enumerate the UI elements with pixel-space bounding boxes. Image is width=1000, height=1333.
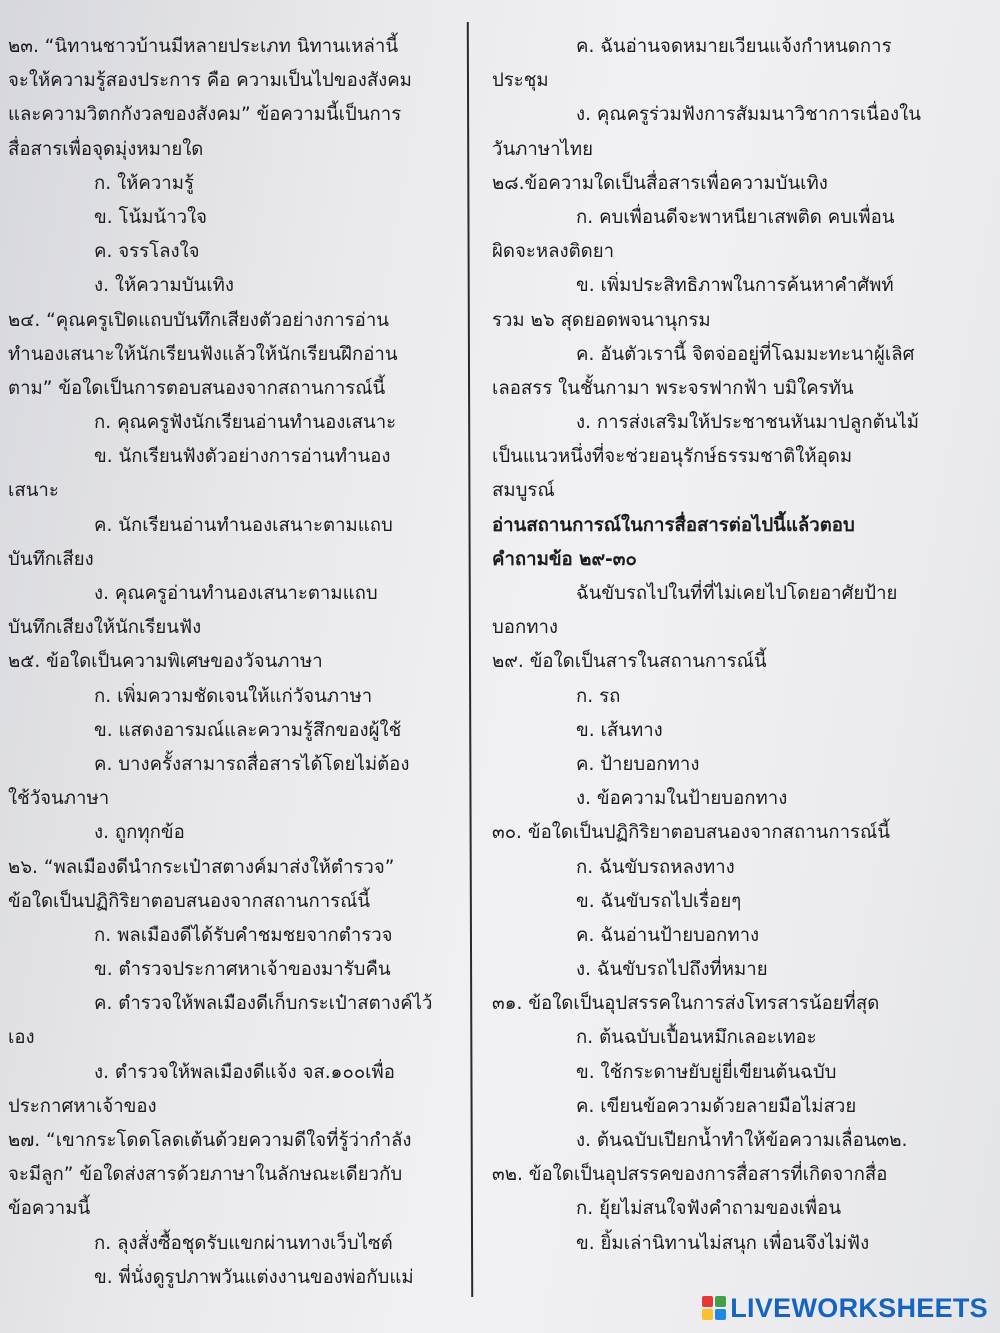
answer-choice-line: ง. ตำรวจให้พลเมืองดีแจ้ง จส.๑๐๐เพื่อ [94, 1061, 395, 1083]
answer-choice-line: ค. ฉันอ่านจดหมายเวียนแจ้งกำหนดการ [576, 36, 892, 57]
answer-choice-line: ข. เพิ่มประสิทธิภาพในการค้นหาคำศัพท์ [576, 275, 894, 297]
left-column [8, 30, 463, 1295]
logo-square-yellow [702, 1309, 713, 1320]
answer-choice-line: ก. ยุ้ยไม่สนใจฟังคำถามของเพื่อน [576, 1198, 842, 1220]
question-text-line: เอง [8, 1027, 35, 1049]
answer-choice-line: ค. บางครั้งสามารถสื่อสารได้โดยไม่ต้อง [94, 753, 410, 775]
answer-choice-line: ง. คุณครูร่วมฟังการสัมมนาวิชาการเนื่องใน [576, 104, 921, 126]
question-text-line: บันทึกเสียง [8, 548, 94, 570]
question-text-line: ใช้วัจนภาษา [8, 788, 110, 810]
question-text-line: ทำนองเสนาะให้นักเรียนฟังแล้วให้นักเรียนฝึกอ่าน [8, 343, 398, 365]
answer-choice-line: ค. ฉันอ่านป้ายบอกทาง [576, 924, 760, 946]
question-text-line: ๒๘.ข้อความใดเป็นสื่อสารเพื่อความบันเทิง [492, 172, 828, 194]
question-text-line: อ่านสถานการณ์ในการสื่อสารต่อไปนี้แล้วตอบ [492, 514, 855, 536]
question-text-line: ๒๓. “นิทานชาวบ้านมีหลายประเภท นิทานเหล่านี้ [8, 36, 399, 57]
question-text-line: จะมีลูก” ข้อใดส่งสารด้วยภาษาในลักษณะเดียวกับ [8, 1164, 403, 1186]
logo-square-blue [715, 1309, 726, 1320]
answer-choice-line: ก. คบเพื่อนดีจะพาหนียาเสพติด คบเพื่อน [576, 206, 895, 228]
answer-choice-line: ข. ตำรวจประกาศหาเจ้าของมารับคืน [94, 959, 391, 981]
answer-choice-line: ง. ข้อความในป้ายบอกทาง [576, 788, 788, 810]
logo-square-red [702, 1296, 713, 1307]
question-text-line: เสนาะ [8, 480, 59, 502]
question-text-line: ข้อความนี้ [8, 1198, 91, 1220]
answer-choice-line: ง. ฉันขับรถไปถึงที่หมาย [576, 959, 768, 981]
answer-choice-line: ข. ฉันขับรถไปเรื่อยๆ [576, 890, 742, 912]
answer-choice-line: ข. โน้มน้าวใจ [94, 206, 208, 228]
answer-choice-line: ก. ต้นฉบับเปื้อนหมึกเลอะเทอะ [576, 1027, 817, 1049]
question-text-line: ๒๔. “คุณครูเปิดแถบบันทึกเสียงตัวอย่างการอ่าน [8, 309, 389, 331]
answer-choice-line: ก. รถ [576, 685, 621, 707]
question-text-line: ข้อใดเป็นปฏิกิริยาตอบสนองจากสถานการณ์นี้ [8, 890, 371, 912]
answer-choice-line: ก. เพิ่มความชัดเจนให้แก่วัจนภาษา [94, 685, 373, 707]
question-text-line: ตาม” ข้อใดเป็นการตอบสนองจากสถานการณ์นี้ [8, 377, 386, 399]
question-text-line: ๓๒. ข้อใดเป็นอุปสรรคของการสื่อสารที่เกิดจากสื่อ [492, 1164, 888, 1186]
answer-choice-line: ค. ป้ายบอกทาง [576, 753, 700, 775]
question-text-line: สมบูรณ์ [492, 480, 555, 502]
question-text-line: และความวิตกกังวลของสังคม” ข้อความนี้เป็นการ [8, 104, 402, 126]
question-text-line: บันทึกเสียงให้นักเรียนฟัง [8, 617, 202, 639]
answer-choice-line: ง. คุณครูอ่านทำนองเสนาะตามแถบ [94, 583, 378, 604]
answer-choice-line: ค. เขียนข้อความด้วยลายมือไม่สวย [576, 1095, 857, 1117]
answer-choice-line: ก. ให้ความรู้ [94, 172, 194, 194]
answer-choice-line: ง. ให้ความบันเทิง [94, 275, 235, 297]
answer-choice-line: ข. เส้นทาง [576, 719, 663, 741]
watermark-text: LIVEWORKSHEETS [730, 1292, 988, 1323]
answer-choice-line: ค. ตำรวจให้พลเมืองดีเก็บกระเป๋าสตางค์ไว้ [94, 993, 433, 1015]
question-text-line: เป็นแนวหนึ่งที่จะช่วยอนุรักษ์ธรรมชาติให้อุดม [492, 446, 853, 468]
answer-choice-line: ค. จรรโลงใจ [94, 241, 200, 263]
answer-choice-line: ก. ฉันขับรถหลงทาง [576, 856, 735, 878]
question-text-line: รวม ๒๖ สุดยอดพจนานุกรม [492, 309, 711, 331]
answer-choice-line: ข. ใช้กระดาษยับยู่ยี่เขียนต้นฉบับ [576, 1061, 837, 1083]
answer-choice-line: ข. นักเรียนฟังตัวอย่างการอ่านทำนอง [94, 446, 391, 468]
logo-square-green [715, 1296, 726, 1307]
answer-choice-line: ก. พลเมืองดีได้รับคำชมชยจากตำรวจ [94, 924, 393, 946]
question-text-line: ประกาศหาเจ้าของ [8, 1095, 157, 1117]
answer-choice-line: ง. ต้นฉบับเปียกน้ำทำให้ข้อความเลื่อน๓๒. [576, 1130, 908, 1151]
answer-choice-line: ก. คุณครูฟังนักเรียนอ่านทำนองเสนาะ [94, 412, 397, 434]
answer-choice-line: ค. นักเรียนอ่านทำนองเสนาะตามแถบ [94, 514, 393, 536]
answer-choice-line: ค. อันตัวเรานี้ จิตจ่ออยู่ที่โฉมมะทะนาผู้เลิศ [576, 343, 915, 365]
question-text-line: ๒๙. ข้อใดเป็นสารในสถานการณ์นี้ [492, 651, 767, 673]
question-text-line: เลอสรร ในชั้นกามา พระจรฟากฟ้า บมิใครทัน [492, 377, 854, 399]
question-text-line: ประชุม [492, 70, 549, 92]
question-text-line: ๓๐. ข้อใดเป็นปฏิกิริยาตอบสนองจากสถานการณ์นี้ [492, 822, 890, 844]
question-text-line: สื่อสารเพื่อจุดมุ่งหมายใด [8, 138, 204, 160]
right-column [492, 30, 982, 1261]
answer-choice-line: ง. การส่งเสริมให้ประชาชนหันมาปลูกต้นไม้ [576, 412, 919, 434]
question-text-line: ๒๖. “พลเมืองดีนำกระเป๋าสตางค์มาส่งให้ตำรวจ” [8, 856, 395, 878]
answer-choice-line: ก. ลุงสั่งซื้อชุดรับแขกผ่านทางเว็บไซต์ [94, 1232, 393, 1254]
question-text-line: คำถามข้อ ๒๙-๓๐ [492, 548, 637, 570]
question-text-line: ๒๕. ข้อใดเป็นความพิเศษของวัจนภาษา [8, 651, 323, 673]
liveworksheets-logo-icon [702, 1296, 726, 1320]
answer-choice-line: ข. ยิ้มเล่านิทานไม่สนุก เพื่อนจึงไม่ฟัง [576, 1232, 870, 1254]
question-text-line: ๓๑. ข้อใดเป็นอุปสรรคในการส่งโทรสารน้อยที่สุด [492, 993, 880, 1015]
question-text-line: จะให้ความรู้สองประการ คือ ความเป็นไปของสังคม [8, 70, 412, 92]
answer-choice-line: ง. ถูกทุกข้อ [94, 822, 185, 844]
liveworksheets-watermark [702, 1291, 988, 1325]
question-text-line: วันภาษาไทย [492, 138, 594, 160]
question-text-line: ๒๗. “เขากระโดดโลดเต้นด้วยความดีใจที่รู้ว่ากำลัง [8, 1130, 412, 1151]
column-divider [467, 22, 473, 1297]
answer-choice-line: ข. พี่นั่งดูรูปภาพวันแต่งงานของพ่อกับแม่ [94, 1266, 414, 1288]
answer-choice-line: ข. แสดงอารมณ์และความรู้สึกของผู้ใช้ [94, 719, 402, 741]
question-text-line: ผิดจะหลงติดยา [492, 241, 615, 263]
answer-choice-line: ฉันขับรถไปในที่ที่ไม่เคยไปโดยอาศัยป้าย [576, 583, 898, 604]
question-text-line: บอกทาง [492, 617, 559, 639]
